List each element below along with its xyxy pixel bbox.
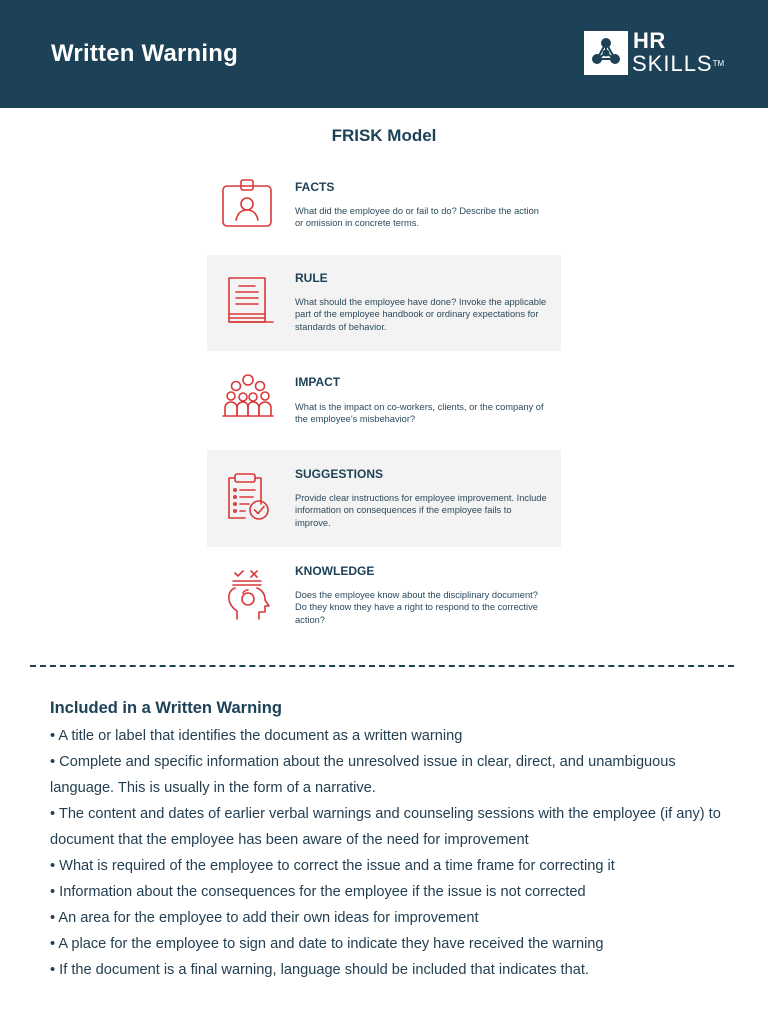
clipboard-check-icon	[221, 470, 275, 524]
handbook-icon	[221, 274, 275, 328]
frisk-description: What should the employee have done? Invoke the applicable part of the employee handbook or ordinary expectations for standards of behavior.	[295, 297, 547, 332]
frisk-item-facts	[207, 164, 561, 250]
id-badge-icon	[221, 178, 275, 232]
frisk-heading: FACTS	[295, 180, 335, 194]
page-header	[0, 0, 768, 108]
frisk-description: Does the employee know about the disciplinary document? Do they know they have a right to respond to the corrective action?	[295, 590, 538, 625]
logo-text-hr: HR	[633, 28, 666, 53]
frisk-item-knowledge	[207, 551, 561, 646]
hr-skills-logo	[584, 28, 744, 77]
page-title: Written Warning	[51, 40, 238, 67]
frisk-description: What is the impact on co-workers, clients, or the company of the employee's misbehavior?	[295, 402, 544, 425]
frisk-item-impact	[207, 356, 561, 446]
list-item: • What is required of the employee to correct the issue and a time frame for correcting it	[50, 858, 615, 874]
frisk-heading: KNOWLEDGE	[295, 564, 375, 578]
list-item: • A place for the employee to sign and date to indicate they have received the warning	[50, 936, 604, 952]
list-item: • A title or label that identifies the document as a written warning	[50, 728, 463, 744]
list-item: • An area for the employee to add their own ideas for improvement	[50, 910, 479, 926]
logo-text-skills: SKILLS™	[632, 51, 725, 76]
frisk-heading: SUGGESTIONS	[295, 467, 384, 481]
frisk-heading: IMPACT	[295, 375, 341, 389]
list-item: • Information about the consequences for the employee if the issue is not corrected	[50, 884, 586, 900]
included-list	[50, 723, 730, 983]
frisk-description: What did the employee do or fail to do? Describe the action or omission in concrete terms.	[295, 206, 539, 229]
included-section-title: Included in a Written Warning	[50, 699, 282, 717]
frisk-item-rule	[207, 255, 561, 351]
network-logo-icon	[584, 31, 628, 75]
frisk-title: FRISK Model	[331, 126, 437, 145]
head-thinking-icon	[221, 569, 275, 623]
list-item: • The content and dates of earlier verbal warnings and counseling sessions with the employee (if any) to document that the employee has been aware of the need for improvement	[50, 806, 721, 848]
list-item: • If the document is a final warning, language should be included that indicates that.	[50, 962, 589, 978]
list-item: • Complete and specific information about the unresolved issue in clear, direct, and unambiguous language. This is usually in the form of a narrative.	[50, 754, 676, 796]
trademark-mark: TM	[712, 59, 725, 68]
section-divider	[30, 665, 734, 667]
group-icon	[221, 370, 275, 424]
frisk-description: Provide clear instructions for employee improvement. Include information on consequences if the employee fails to improve.	[295, 493, 547, 528]
frisk-heading: RULE	[295, 271, 328, 285]
frisk-item-suggestions	[207, 450, 561, 547]
